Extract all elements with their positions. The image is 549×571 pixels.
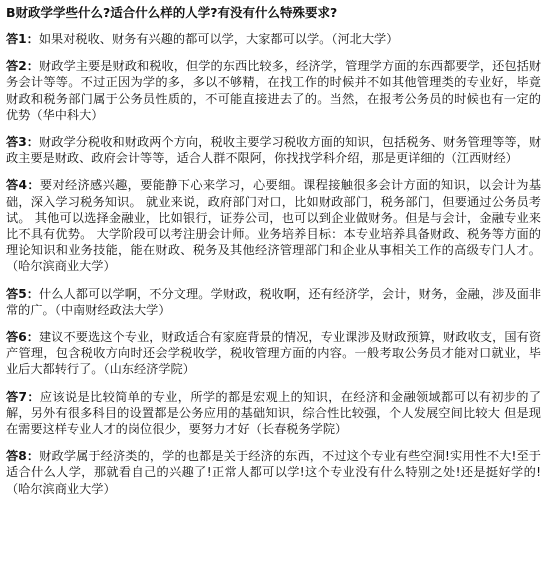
answer-text: 如果对税收、财务有兴趣的都可以学，大家都可以学。（河北大学） [38,32,399,46]
answer-text: 财政学属于经济类的，学的也都是关于经济的东西，不过这个专业有些空洞!实用性不大!至于适合什么人学，那就看自己的兴趣了!正常人都可以学!这个专业没有什么特别之处!还是挺好学的!（哈尔滨商业大学） [6,449,541,496]
answer-text: 财政学主要是财政和税收，但学的东西比较多，经济学，管理学方面的东西都要学，还包括财务会计等等。不过正因为学的多，多以不够精，在找工作的时候并不如其他管理类的专业好，毕竟财政和税务部门属于公务员性质的，不可能直接进去了的。当然，在报考公务员的时候也有一定的优势（华中科大） [6,59,542,122]
answer-label: 答2： [6,59,40,74]
answer-label: 答4： [6,178,40,193]
answer-5 [6,286,541,318]
answer-text: 财政学分税收和财政两个方向，税收主要学习税收方面的知识，包括税务、财务管理等等，财政主要是财政、政府会计等等，适合人群不限阿，你找找学科介绍，那是更详细的（江西财经） [6,135,542,166]
answer-3 [6,134,541,166]
answer-1 [6,31,541,47]
answer-label: 答7： [6,389,40,404]
page-title: B财政学学些什么?适合什么样的人学?有没有什么特殊要求? [6,5,338,20]
answer-label: 答1： [6,32,39,46]
answer-7 [6,389,541,438]
answer-4 [6,177,541,274]
answer-text: 什么人都可以学啊，不分文理。学财政，税收啊，还有经济学，会计，财务，金融，涉及面非常的广。（中南财经政法大学） [6,286,542,317]
answer-text: 建议不要选这个专业，财政适合有家庭背景的情况，专业课涉及财政预算，财政收支，国有资产管理，包含税收方向时还会学税收学，税收管理方面的内容。一般考取公务员才能对口就业，毕业后大都转行了。（山东经济学院） [6,330,542,377]
answer-8 [6,448,541,497]
answer-label: 答8： [6,449,40,464]
answer-label: 答6： [6,330,40,345]
answer-2 [6,58,541,123]
answer-6 [6,329,541,378]
answer-label: 答5： [6,286,40,301]
answer-label: 答3： [6,135,40,150]
answer-text: 要对经济感兴趣，要能静下心来学习，心要细。课程接触很多会计方面的知识，以会计为基础，深入学习税务知识。 就业来说，政府部门对口，比如财政部门，税务部门，但要通过公务员考试。 其他可以选择金融业，比如银行，证券公司，也可以到企业做财务。但是与会计，金融专业来比不具有优势。 大学阶段可以考注册会计师。业务培养目标：本专业培养具备财政、税务等方面的理论知识和业务技能，能在财政、税务及其他经济管理部门和企业从事相关工作的高级专门人才。（哈尔滨商业大学） [6,178,542,274]
answer-text: 应该说是比较简单的专业，所学的都是宏观上的知识，在经济和金融领域都可以有初步的了解，另外有很多科目的设置都是公务应用的基础知识，综合性比较强，个人发展空间比较大 但是现在需要这样专业人才的岗位很少，要努力才好（长春税务学院） [6,389,542,437]
